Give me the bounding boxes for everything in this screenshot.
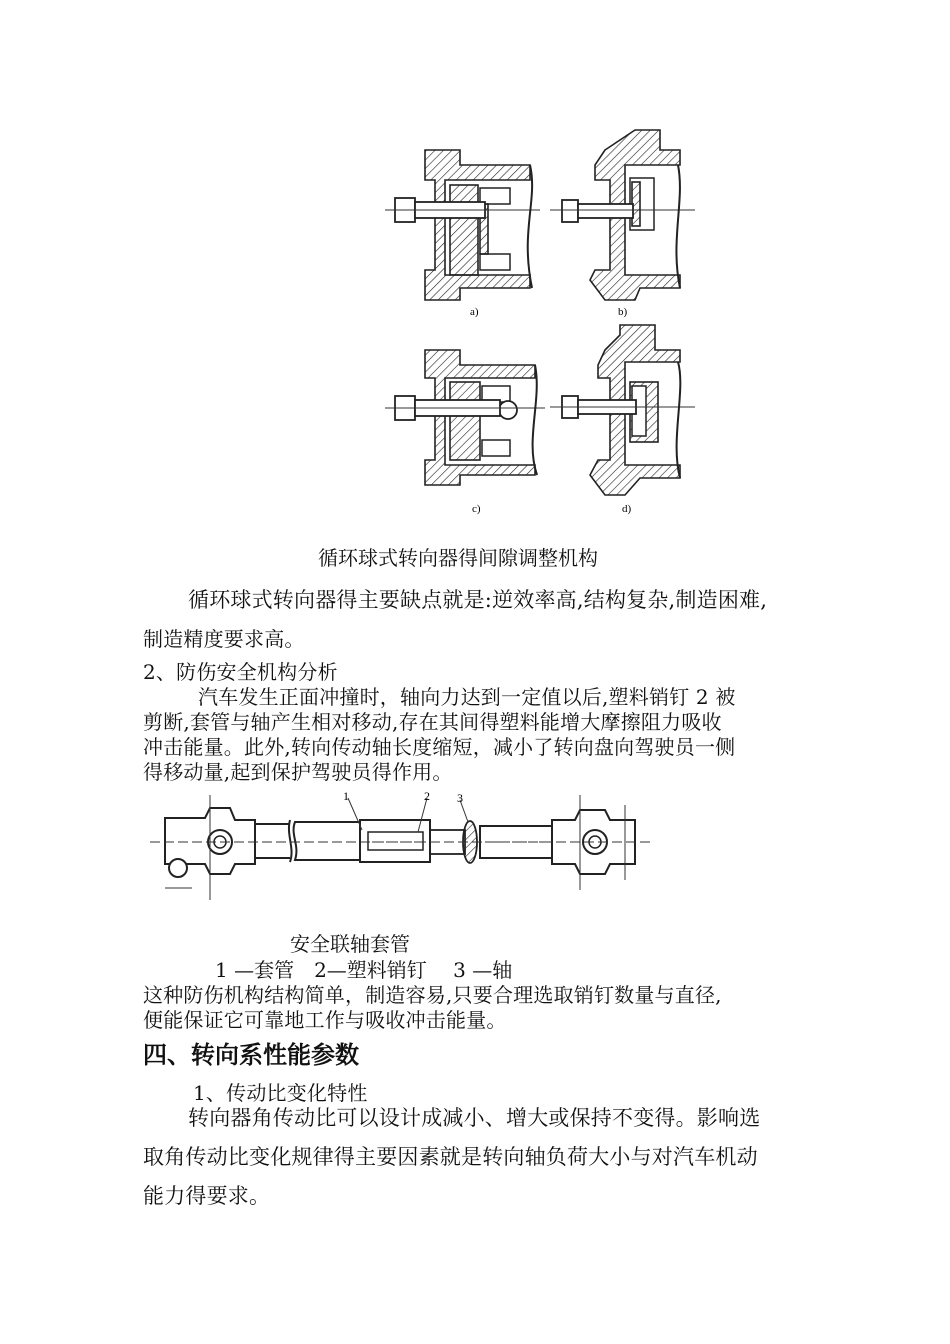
sub-label-b: b)	[618, 306, 628, 318]
paragraph2-line2: 便能保证它可靠地工作与吸收冲击能量。	[143, 1008, 507, 1032]
callout-1: 1	[343, 790, 349, 803]
safety-coupling-figure	[150, 790, 650, 905]
sub-label-a: a)	[470, 306, 479, 318]
paragraph1-line1: 循环球式转向器得主要缺点就是:逆效率高,结构复杂,制造困难,	[188, 588, 768, 612]
section2-line: 剪断,套管与轴产生相对移动,存在其间得塑料能增大摩擦阻力吸收	[143, 710, 722, 734]
section4-line: 取角传动比变化规律得主要因素就是转向轴负荷大小与对汽车机动	[143, 1145, 758, 1169]
drawing-c	[385, 350, 545, 485]
figure2-caption: 安全联轴套管	[290, 932, 410, 956]
callout-3: 3	[457, 791, 463, 805]
section4-heading: 四、转向系性能参数	[143, 1041, 359, 1069]
section4-subheading: 1、传动比变化特性	[193, 1081, 368, 1105]
section2-line: 得移动量,起到保护驾驶员得作用。	[143, 760, 453, 784]
sub-label-c: c)	[472, 503, 481, 515]
gap-adjustment-figure	[380, 120, 700, 520]
drawing-d	[550, 325, 695, 495]
callout-2: 2	[424, 790, 430, 803]
section2-title: 2、防伤安全机构分析	[143, 660, 338, 684]
section4-line: 能力得要求。	[143, 1184, 271, 1208]
paragraph1-line2: 制造精度要求高。	[143, 627, 305, 651]
figure1-caption: 循环球式转向器得间隙调整机构	[318, 546, 598, 570]
left-yoke	[165, 795, 255, 900]
section2-line: 冲击能量。此外,转向传动轴长度缩短，减小了转向盘向驾驶员一侧	[143, 735, 736, 759]
drawing-b	[550, 130, 695, 300]
figure2-legend: 1 —套管 2—塑料销钉 3 —轴	[215, 958, 513, 982]
sub-label-d: d)	[622, 503, 632, 515]
paragraph2-line1: 这种防伤机构结构简单，制造容易,只要合理选取销钉数量与直径,	[143, 983, 722, 1007]
drawing-a	[385, 150, 540, 300]
section2-line: 汽车发生正面冲撞时，轴向力达到一定值以后,塑料销钉 2 被	[198, 685, 736, 709]
section4-line: 转向器角传动比可以设计成减小、增大或保持不变得。影响选	[188, 1106, 761, 1130]
